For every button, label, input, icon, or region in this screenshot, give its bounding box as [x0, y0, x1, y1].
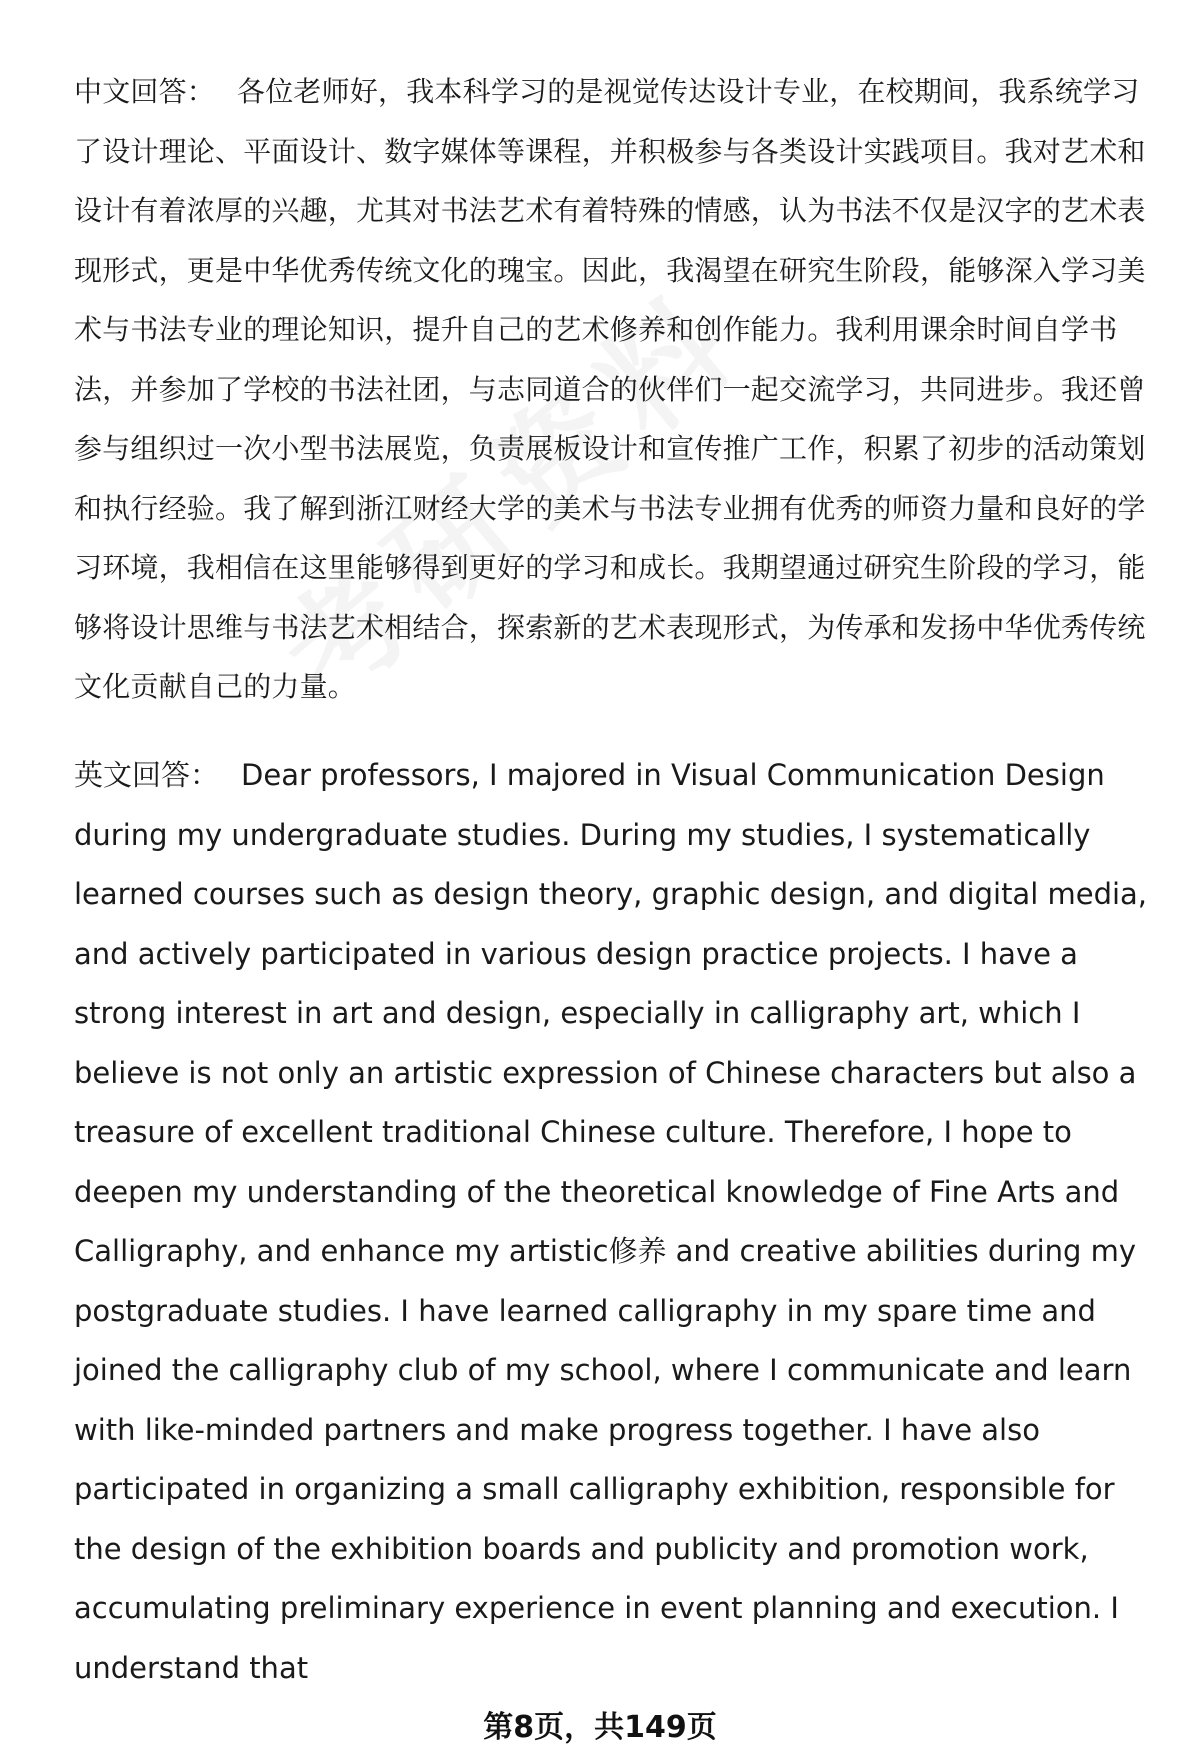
english-answer-text: Dear professors, I majored in Visual Communication Design during my undergraduate studies. During my studies, I systematically learned courses such as design theory, graphic design, and digital media, and actively participated in various design practice projects. I have a strong interest in art and design, especially in calligraphy art, which I believe is not only an artistic expression of Chinese characters but also a treasure of excellent traditional Chinese culture. Therefore, I hope to deepen my understanding of the theoretical knowledge of Fine Arts and Calligraphy, and enhance my artistic修养 and creative abilities during my postgraduate studies. I have learned calligraphy in my spare time and joined the calligraphy club of my school, where I communicate and learn with like-minded partners and make progress together. I have also participated in organizing a small calligraphy exhibition, responsible for the design of the exhibition boards and publicity and promotion work, accumulating preliminary experience in event planning and execution. I understand that — [74, 758, 1148, 1685]
chinese-answer-section — [74, 62, 1164, 717]
english-answer-label: 英文回答： — [74, 758, 220, 792]
chinese-answer-paragraph — [74, 62, 1164, 717]
english-answer-section — [74, 746, 1164, 1698]
chinese-answer-label: 中文回答： — [74, 75, 216, 108]
page-number: 第8页，共149页 — [483, 1710, 717, 1745]
english-answer-paragraph — [74, 746, 1164, 1698]
chinese-answer-text: 各位老师好，我本科学习的是视觉传达设计专业，在校期间，我系统学习了设计理论、平面设计、数字媒体等课程，并积极参与各类设计实践项目。我对艺术和设计有着浓厚的兴趣，尤其对书法艺术有着特殊的情感，认为书法不仅是汉字的艺术表现形式，更是中华优秀传统文化的瑰宝。因此，我渴望在研究生阶段，能够深入学习美术与书法专业的理论知识，提升自己的艺术修养和创作能力。我利用课余时间自学书法，并参加了学校的书法社团，与志同道合的伙伴们一起交流学习，共同进步。我还曾参与组织过一次小型书法展览，负责展板设计和宣传推广工作，积累了初步的活动策划和执行经验。我了解到浙江财经大学的美术与书法专业拥有优秀的师资力量和良好的学习环境，我相信在这里能够得到更好的学习和成长。我期望通过研究生阶段的学习，能够将设计思维与书法艺术相结合，探索新的艺术表现形式，为传承和发扬中华优秀传统文化贡献自己的力量。 — [74, 75, 1146, 703]
